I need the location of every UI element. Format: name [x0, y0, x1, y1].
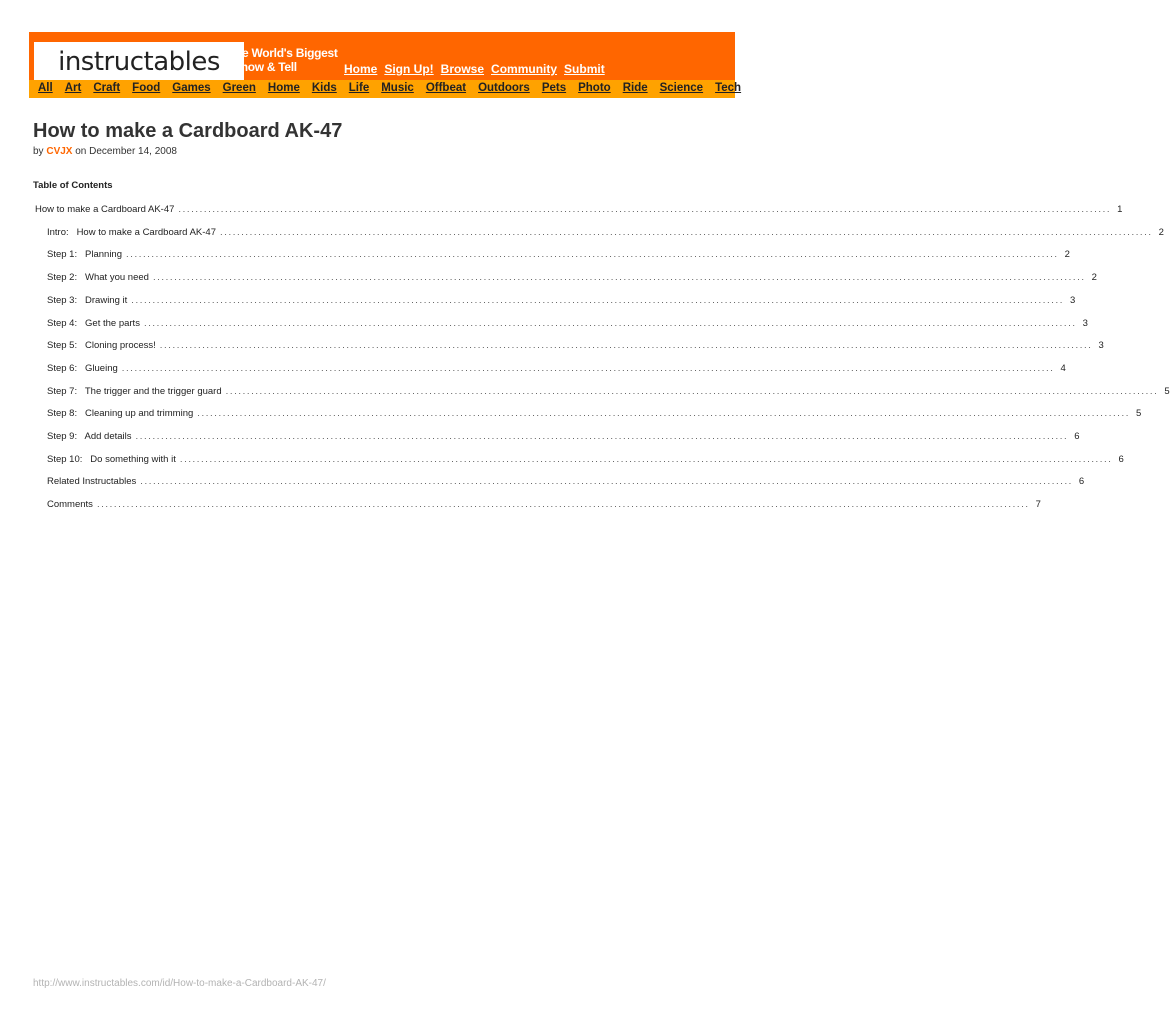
toc-leader-dots: ............................................................................................................................................................................................................................	[140, 476, 1073, 488]
category-link-art[interactable]: Art	[64, 82, 82, 94]
category-link-kids[interactable]: Kids	[311, 82, 337, 94]
toc-entry-label: Step 8: Cleaning up and trimming	[47, 408, 194, 420]
toc-entry-label: Step 4: Get the parts	[47, 317, 140, 329]
toc-entry-label: Comments	[47, 499, 93, 511]
tagline-line2: Show & Tell	[233, 60, 297, 74]
toc-row[interactable]	[47, 362, 1066, 375]
toc-leader-dots: ............................................................................................................................................................................................................................	[143, 317, 1077, 329]
category-link-pets[interactable]: Pets	[541, 82, 567, 94]
toc-page-number: 2	[1091, 272, 1097, 284]
toc-row[interactable]	[47, 453, 1124, 466]
toc-entry-label: Step 6: Glueing	[47, 362, 118, 374]
toc-leader-dots: ............................................................................................................................................................................................................................	[197, 408, 1130, 420]
category-link-offbeat[interactable]: Offbeat	[425, 82, 467, 94]
category-link-craft[interactable]: Craft	[93, 82, 121, 94]
toc-leader-dots: ............................................................................................................................................................................................................................	[225, 385, 1159, 397]
footer-url: http://www.instructables.com/id/How-to-make-a-Cardboard-AK-47/	[33, 978, 326, 989]
toc-entry-label: Step 10: Do something with it	[47, 453, 176, 465]
toc-row[interactable]	[47, 249, 1070, 261]
category-link-science[interactable]: Science	[659, 82, 704, 94]
toc-row[interactable]	[47, 431, 1080, 443]
category-link-all[interactable]: All	[38, 82, 53, 94]
top-nav	[344, 62, 612, 76]
page-title: How to make a Cardboard AK-47	[33, 120, 343, 142]
nav-submit-link[interactable]: Submit	[564, 62, 605, 76]
toc-row[interactable]	[47, 499, 1041, 511]
nav-browse-link[interactable]: Browse	[440, 62, 485, 76]
toc-row[interactable]	[47, 226, 1164, 239]
toc-entry-label: Related Instructables	[47, 476, 137, 488]
toc-page-number: 2	[1158, 226, 1164, 238]
toc-page-number: 3	[1069, 294, 1076, 306]
toc-leader-dots: ............................................................................................................................................................................................................................	[152, 272, 1086, 284]
logo-text: instructables	[58, 46, 220, 77]
toc-entry-label: Step 3: Drawing it	[47, 294, 128, 306]
toc-leader-dots: ............................................................................................................................................................................................................................	[159, 340, 1093, 352]
toc-entry-label: Step 7: The trigger and the trigger guard	[47, 385, 222, 397]
toc-leader-dots: ............................................................................................................................................................................................................................	[178, 204, 1112, 215]
toc-leader-dots: ............................................................................................................................................................................................................................	[121, 362, 1055, 374]
nav-home-link[interactable]: Home	[344, 62, 378, 76]
category-link-ride[interactable]: Ride	[622, 82, 648, 94]
category-link-photo[interactable]: Photo	[578, 82, 611, 94]
category-link-life[interactable]: Life	[348, 82, 370, 94]
toc-entry-label: How to make a Cardboard AK-47	[35, 204, 175, 215]
toc-leader-dots: ............................................................................................................................................................................................................................	[219, 226, 1153, 238]
toc-entry-label: Intro: How to make a Cardboard AK-47	[47, 226, 216, 238]
toc-page-number: 3	[1098, 340, 1104, 352]
by-prefix: by	[33, 146, 44, 157]
tagline-line1: The World's Biggest	[228, 46, 338, 60]
toc-leader-dots: ............................................................................................................................................................................................................................	[179, 453, 1113, 465]
category-bar	[29, 80, 742, 98]
toc-entry-label: Step 2: What you need	[47, 272, 149, 284]
toc-page-number: 2	[1064, 249, 1070, 261]
category-link-music[interactable]: Music	[381, 82, 414, 94]
byline	[33, 146, 177, 157]
toc-page-number: 6	[1074, 431, 1080, 442]
toc-page-number: 3	[1082, 317, 1088, 329]
toc-page-number: 1	[1117, 204, 1123, 215]
toc-row[interactable]	[47, 385, 1170, 398]
toc-row[interactable]	[47, 340, 1104, 352]
toc-page-number: 7	[1035, 499, 1041, 511]
category-link-games[interactable]: Games	[172, 82, 211, 94]
tagline	[228, 46, 338, 74]
toc-row[interactable]	[47, 408, 1142, 420]
category-link-green[interactable]: Green	[222, 82, 256, 94]
publish-date: on December 14, 2008	[75, 146, 177, 157]
toc-leader-dots: ............................................................................................................................................................................................................................	[96, 499, 1030, 511]
author-link[interactable]: CVJX	[46, 146, 73, 157]
nav-signup-link[interactable]: Sign Up!	[384, 62, 434, 76]
toc-page-number: 6	[1118, 453, 1124, 465]
category-link-tech[interactable]: Tech	[715, 82, 742, 94]
toc-page-number: 5	[1135, 408, 1142, 420]
category-nav	[38, 82, 753, 94]
toc-leader-dots: ............................................................................................................................................................................................................................	[131, 294, 1064, 306]
toc-row[interactable]	[47, 476, 1085, 488]
toc-row[interactable]	[47, 317, 1088, 330]
toc-leader-dots: ............................................................................................................................................................................................................................	[126, 249, 1059, 261]
toc-row[interactable]	[47, 272, 1097, 284]
toc-entry-label: Step 1: Planning	[47, 249, 122, 261]
toc-row[interactable]	[35, 204, 1123, 216]
logo[interactable]	[34, 42, 244, 81]
toc-row[interactable]	[47, 294, 1076, 307]
category-link-outdoors[interactable]: Outdoors	[478, 82, 530, 94]
toc-page-number: 4	[1060, 362, 1066, 374]
toc-entry-label: Step 9: Add details	[47, 431, 132, 442]
toc-entry-label: Step 5: Cloning process!	[47, 340, 156, 352]
toc-page-number: 5	[1164, 385, 1170, 397]
toc-leader-dots: ............................................................................................................................................................................................................................	[135, 431, 1069, 442]
category-link-home[interactable]: Home	[267, 82, 300, 94]
nav-community-link[interactable]: Community	[491, 62, 558, 76]
category-link-food[interactable]: Food	[132, 82, 161, 94]
toc-heading: Table of Contents	[33, 180, 113, 191]
toc-page-number: 6	[1078, 476, 1085, 488]
